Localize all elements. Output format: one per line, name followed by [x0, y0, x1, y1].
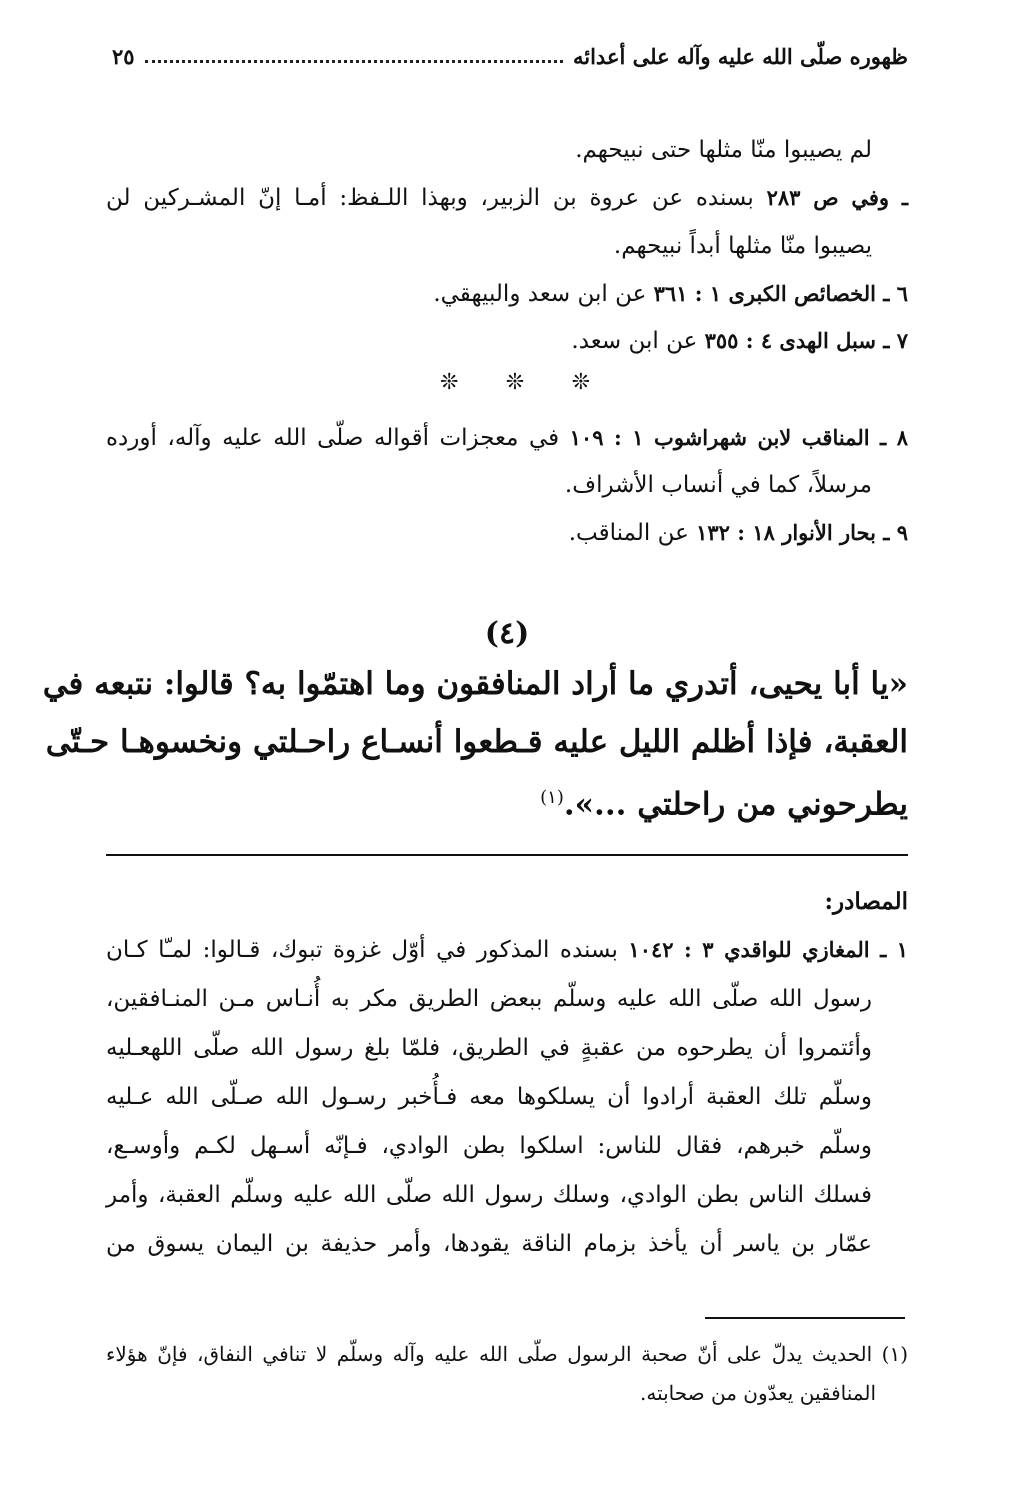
- quote-line: «يا أبا يحيى، أتدري ما أراد المنافقون وما اهتمّوا به؟ قالوا: نتبعه في: [42, 666, 908, 702]
- quote-line: يطرحوني من راحلتي ...».$^{(١)}$: [540, 786, 908, 823]
- page-number: ٢٥: [112, 44, 135, 69]
- citation-line: ـ وفي ص ٢٨٣ بسنده عن عروة بن الزبير، وبهذا اللـفظ: أمـا إنّ المشـركين لن: [106, 185, 908, 211]
- citation-item-8: ٨ ـ المناقب لابن شهراشوب ١ : ١٠٩ في معجزات أقواله صلّى الله عليه وآله، أورده: [106, 425, 909, 451]
- source-item-1: ١ ـ المغازي للواقدي ٣ : ١٠٤٢ بسنده المذكور في أوّل غزوة تبوك، قـالوا: لمـّا كـان: [106, 937, 909, 963]
- running-title: ظهوره صلّى الله عليه وآله على أعدائه: [572, 44, 908, 69]
- source-line: وسلّم خبرهم، فقال للناس: اسلكوا بطن الوادي، فـإنّه أسـهل لكـم وأوسـع،: [106, 1133, 872, 1159]
- star-icon: ❊: [571, 370, 590, 395]
- citation-item-7: ٧ ـ سبل الهدى ٤ : ٣٥٥ عن ابن سعد.: [571, 328, 908, 354]
- footnotes: [42, 0, 908, 1420]
- citation-item-6: ٦ ـ الخصائص الكبرى ١ : ٣٦١ عن ابن سعد والبيهقي.: [433, 281, 908, 307]
- footnote-line: (١) الحديث يدلّ على أنّ صحبة الرسول صلّى الله عليه وآله وسلّم لا تنافي النفاق، فإنّ هؤلاء: [106, 1342, 908, 1366]
- star-icon: ❊: [505, 370, 525, 395]
- star-icon: ❊: [440, 370, 459, 395]
- citation-line: لم يصيبوا منّا مثلها حتى نبيحهم.: [575, 137, 872, 163]
- source-line: عمّار بن ياسر أن يأخذ بزمام الناقة يقودها، وأمر حذيفة بن اليمان يسوق من: [106, 1231, 872, 1257]
- footnote-ref[interactable]: (١): [540, 787, 564, 808]
- citation-item-9: ٩ ـ بحار الأنوار ١٨ : ١٣٢ عن المناقب.: [568, 520, 908, 546]
- source-line: رسول الله صلّى الله عليه وسلّم ببعض الطريق مكر به أُنـاس مـن المنـافقين،: [106, 986, 872, 1012]
- section-number: (٤): [484, 616, 530, 651]
- sources-heading: المصادر:: [824, 888, 908, 915]
- citation-line: مرسلاً، كما في أنساب الأشراف.: [564, 472, 872, 498]
- source-line: وأئتمروا أن يطرحوه من عقبةٍ في الطريق، فلمّا بلغ رسول الله صلّى اللهعـليه: [106, 1035, 872, 1061]
- source-line: وسلّم تلك العقبة أرادوا أن يسلكوها معه فـأُخبر رسـول الله صـلّى الله عـليه: [106, 1084, 872, 1110]
- footnote-line: المنافقين يعدّون من صحابته.: [639, 1381, 876, 1405]
- citation-line: يصيبوا منّا مثلها أبداً نبيحهم.: [613, 233, 872, 259]
- source-line: فسلك الناس بطن الوادي، وسلك رسول الله صلّى الله عليه وسلّم العقبة، وأمر: [106, 1182, 872, 1208]
- quote-line: العقبة، فإذا أظلم الليل عليه قـطعوا أنسـاع راحـلتي ونخسوهـا حـتّى: [45, 724, 908, 760]
